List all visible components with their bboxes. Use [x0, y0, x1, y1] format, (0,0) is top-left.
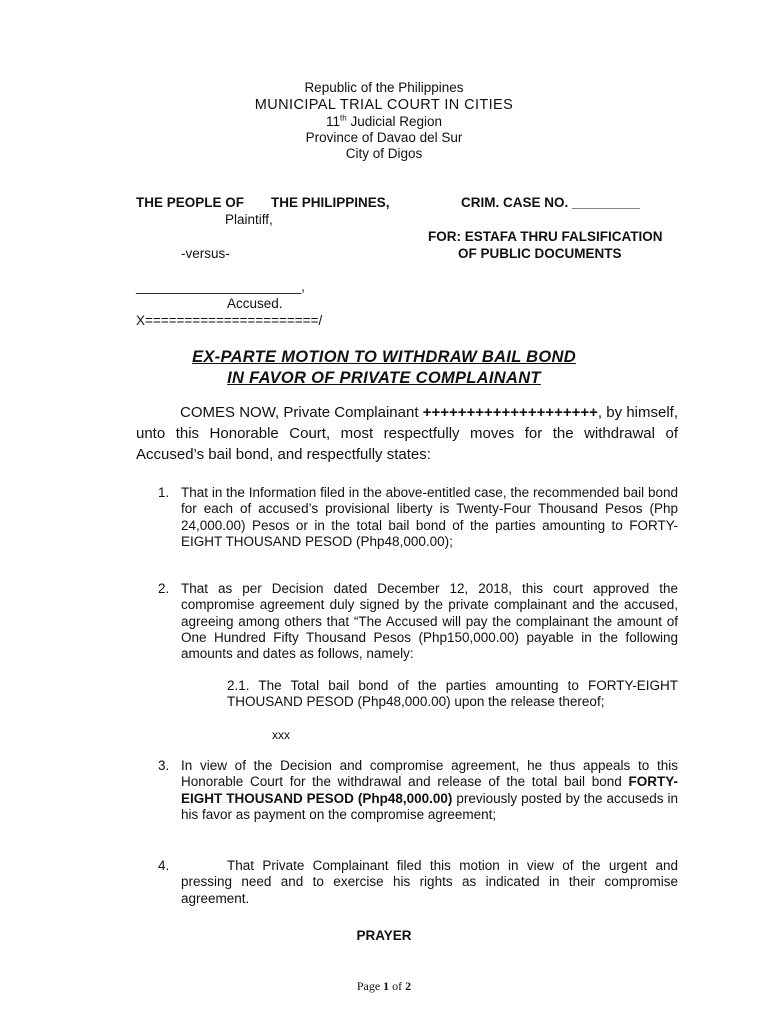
versus-label: -versus- [181, 246, 230, 261]
item-3-amount: FORTY-EIGHT THOUSAND PESOD (Php48,000.00) [181, 774, 678, 806]
prayer-heading: PRAYER [356, 928, 412, 943]
item-1-number: 1. [158, 485, 170, 500]
item-2-text: That as per Decision dated December 12, 2018, this court approved the compromise agreement duly signed by the private complainant and the accused, agreeing among others that “The Accused will pay the complainant the amount of One Hundred Fifty Thousand Pesos (Php150,000.00) payable in the following amounts and dates as follows, namely: [181, 581, 678, 662]
accused-name-blank: ______________________, [136, 279, 305, 294]
motion-title-line-1: EX-PARTE MOTION TO WITHDRAW BAIL BOND [192, 348, 576, 366]
item-2-xxx: xxx [272, 728, 290, 742]
item-1-text: That in the Information filed in the above-entitled case, the recommended bail bond for each of accused’s provisional liberty is Twenty-Four Thousand Pesos (Php 24,000.00) Pesos or in the total bail bond of the parties amounting to FORTY-EIGHT THOUSAND PESOD (Php48,000.00); [181, 485, 678, 549]
caption-separator: X======================/ [136, 313, 323, 328]
republic-line: Republic of the Philippines [304, 80, 464, 95]
accused-label: Accused. [227, 296, 283, 311]
plaintiff-label: Plaintiff, [225, 212, 273, 227]
the-philippines: THE PHILIPPINES, [271, 195, 390, 210]
judicial-region [0, 114, 768, 130]
city-line: City of Digos [345, 146, 423, 161]
crim-case-number: CRIM. CASE NO. _________ [461, 195, 640, 210]
region-number: 11 [326, 114, 341, 129]
item-4-number: 4. [158, 858, 170, 873]
intro-text-a: COMES NOW, Private Complainant [180, 404, 423, 421]
item-3-text-b: previously posted by the accuseds in his favor as payment on the compromise agreement; [181, 790, 678, 822]
province-line: Province of Davao del Sur [305, 130, 463, 145]
intro-paragraph [136, 402, 678, 465]
item-2-subitem: 2.1. The Total bail bond of the parties amounting to FORTY-EIGHT THOUSAND PESOD (Php48,000.00) upon the release thereof; [227, 678, 678, 710]
complainant-name-placeholder: ++++++++++++++++++++ [422, 404, 598, 421]
item-3-number: 3. [158, 758, 170, 773]
court-name: MUNICIPAL TRIAL COURT IN CITIES [254, 97, 514, 113]
page-footer [0, 979, 768, 994]
region-label: Judicial Region [346, 114, 442, 129]
page-label: Page [356, 979, 384, 993]
region-ordinal: th [340, 113, 347, 123]
item-3-text [181, 758, 678, 823]
page-of: of [389, 979, 406, 993]
page-current: 1 [383, 979, 390, 993]
people-of: THE PEOPLE OF [136, 195, 245, 210]
charge-line-2: OF PUBLIC DOCUMENTS [458, 246, 622, 261]
item-4-text [181, 858, 678, 907]
item-3-text-a: In view of the Decision and compromise agreement, he thus appeals to this Honorable Court for the withdrawal and release of the total bail bond [181, 758, 678, 790]
charge-line-1: FOR: ESTAFA THRU FALSIFICATION [428, 229, 663, 244]
item-2-number: 2. [158, 581, 170, 596]
intro-text-b: , by himself, unto this Honorable Court, most respectfully moves for the withdrawal of Accused’s bail bond, and respectfully states: [136, 404, 678, 463]
item-4-text-body: That Private Complainant filed this motion in view of the urgent and pressing need and to exercise his rights as indicated in their compromise agreement. [181, 858, 678, 906]
page-total: 2 [405, 979, 412, 993]
motion-title-line-2: IN FAVOR OF PRIVATE COMPLAINANT [227, 369, 541, 387]
